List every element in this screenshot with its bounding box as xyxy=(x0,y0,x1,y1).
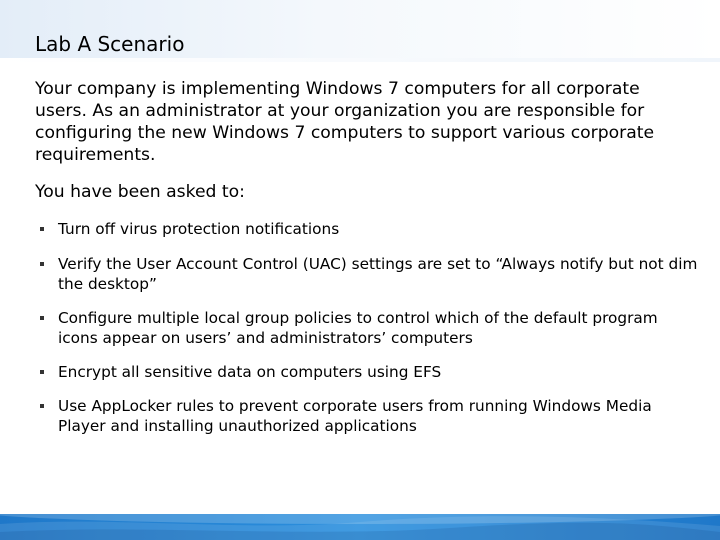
footer-band xyxy=(0,514,720,540)
square-bullet-icon xyxy=(40,262,44,266)
title-bar xyxy=(0,0,720,62)
task-text: Turn off virus protection notifications xyxy=(58,220,340,238)
task-text: Use AppLocker rules to prevent corporate users from running Windows Media Player and installing unauthorized applications xyxy=(58,397,652,435)
footer-wave-decoration xyxy=(0,514,720,540)
lead-text: You have been asked to: xyxy=(35,182,245,202)
square-bullet-icon xyxy=(40,227,44,231)
intro-paragraph: Your company is implementing Windows 7 computers for all corporate users. As an administrator at your organization you are responsible for configuring the new Windows 7 computers to support various corporate requirements. xyxy=(35,79,655,165)
task-text: Configure multiple local group policies to control which of the default program icons appear on users’ and administrators’ computers xyxy=(58,309,658,347)
square-bullet-icon xyxy=(40,370,44,374)
square-bullet-icon xyxy=(40,316,44,320)
square-bullet-icon xyxy=(40,404,44,408)
task-text: Encrypt all sensitive data on computers using EFS xyxy=(58,363,442,381)
slide-title: Lab A Scenario xyxy=(35,32,185,56)
task-text: Verify the User Account Control (UAC) settings are set to “Always notify but not dim the desktop” xyxy=(58,255,698,293)
